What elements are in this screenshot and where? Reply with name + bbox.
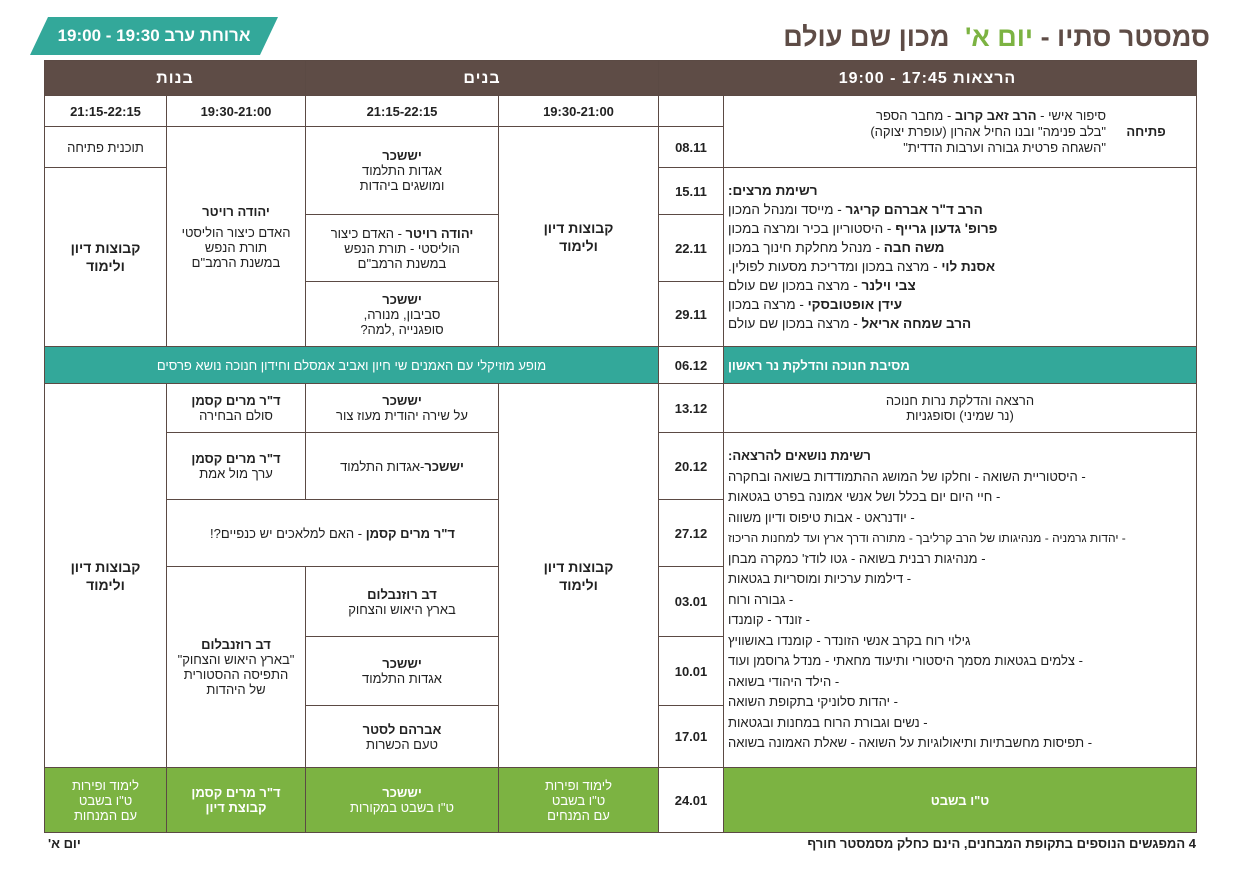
hanukkah-line-1: הרצאה והדלקת נרות חנוכה (885, 393, 1035, 408)
lecturer-name: דב רוזנבלום (367, 586, 437, 602)
date-cell: 10.01 (658, 636, 724, 706)
session-topic: של היהדות (206, 682, 266, 697)
session-topic: במשנת הרמב"ם (191, 254, 281, 270)
topic-item: - תפיסות מחשבתיות ותיאולוגיות על השואה - שאלת האמונה בשואה (728, 735, 1093, 751)
lecture-topics (723, 432, 1197, 768)
date-cell: 03.01 (658, 566, 724, 637)
speaker-name: משה חבה (883, 240, 945, 255)
girls-early-dov (166, 566, 306, 768)
speaker-role: - מרצה במכון (728, 297, 808, 312)
boys-late-issachar-3 (305, 383, 499, 433)
girls-group-study: קבוצות דיון ולימוד (70, 240, 141, 274)
subheader-boys-early: 19:30-21:00 (498, 95, 659, 127)
speaker-name: צבי וילנר (861, 278, 916, 293)
subheader-girls-late: 21:15-22:15 (44, 95, 167, 127)
speaker-role: - מרצה במכון ומדריכת מסעות לפולין. (728, 259, 942, 274)
topic-item: - זונדר - קומנדו (728, 612, 810, 628)
session-topic: הוליסטי - תורת הנפש (344, 240, 460, 256)
lecturer-name: יששכר (382, 148, 422, 163)
topic-item: - יהדות גרמניה - מנהיגותו של הרב קרליבך - מתורה ודרך ארץ ועד למחנות הריכוז (728, 531, 1126, 546)
boys-late-issachar-2 (305, 281, 499, 347)
boys-early-tu (498, 767, 659, 833)
subheader-date-empty (658, 95, 724, 127)
lecturer-name: יששכר (382, 393, 422, 408)
session-topic: סולם הבחירה (199, 408, 273, 423)
topic-item: - מנהיגות רבנית בשואה - גטו לודז' כמקרה מבחן (728, 550, 986, 566)
speaker-role: - מרצה במכון שם עולם (728, 278, 862, 293)
title-part2: מכון שם עולם (783, 22, 950, 52)
date-cell: 08.11 (658, 126, 724, 168)
speaker-role: - מייסד ומנהל המכון (728, 202, 846, 217)
date-cell: 27.12 (658, 499, 724, 567)
session-topic: קבוצת דיון (205, 800, 267, 815)
hanukkah-event-text: מסיבת חנוכה והדלקת נר ראשון (728, 357, 910, 373)
date-cell: 06.12 (658, 346, 724, 384)
speakers-title: רשימת מרצים: (728, 183, 818, 198)
lecturer-name: ד"ר מרים קסמן (191, 451, 281, 466)
lecturer-name: יששכר (382, 656, 422, 671)
date-cell: 15.11 (658, 167, 724, 215)
session-topic: סופגנייה ,למה? (360, 321, 444, 337)
tu-line: עם המנחים (547, 807, 610, 823)
speaker-role: - מרצה במכון שם עולם (728, 316, 862, 331)
opening-line-2: "בלב פנימה" ובנו החיל אהרון (עופרת יצוקה) (870, 123, 1106, 139)
girls-late-opening (44, 126, 167, 168)
yehuda-line (331, 226, 474, 241)
boys-late-dov (305, 566, 499, 637)
lecturer-name: ד"ר מרים קסמן (365, 525, 455, 541)
date-cell: 24.01 (658, 767, 724, 833)
session-topic: ערך מול אמת (199, 466, 273, 481)
date-cell: 17.01 (658, 705, 724, 768)
lecture-speakers (723, 167, 1197, 347)
boys-late-issachar-5 (305, 636, 499, 706)
session-topic: תורת הנפש (204, 239, 268, 255)
girls-early-yehuda (166, 126, 306, 347)
girls-early-miriam-2 (166, 432, 306, 500)
opening-speaker: הרב זאב קרוב (954, 107, 1037, 123)
speaker-name: פרופ' גדעון גרייף (895, 221, 998, 236)
dinner-banner (30, 17, 278, 55)
girls-late-group-2 (44, 383, 167, 768)
speaker-item (728, 200, 983, 219)
girls-early-miriam-1 (166, 383, 306, 433)
opening-line-1: סיפור אישי - (1036, 107, 1106, 123)
hanukkah-line-2: (נר שמיני) וסופגניות (906, 408, 1014, 423)
boys-late-issachar-4 (305, 432, 499, 500)
date-cell: 20.12 (658, 432, 724, 500)
lecturer-name: דב רוזנבלום (201, 637, 271, 652)
lecturer-name: יהודה רויטר (405, 225, 474, 241)
session-topic: ומושגים ביהדות (359, 178, 445, 193)
speaker-name: הרב ד"ר אברהם קריגר (845, 202, 983, 217)
speaker-item (728, 238, 944, 257)
issachar-line (340, 459, 464, 474)
session-topic: האדם כיצור הוליסטי (181, 224, 291, 240)
girls-miriam-span (166, 499, 499, 567)
girls-late-tu (44, 767, 167, 833)
tu-line: ט"ו בשבט (551, 792, 606, 808)
subheader-boys-late: 21:15-22:15 (305, 95, 499, 127)
opening-text (870, 108, 1106, 156)
session-topic: אגדות התלמוד (362, 671, 442, 686)
session-topic: אגדות התלמוד (362, 163, 442, 178)
session-topic: על שירה יהודית מעוז צור (336, 408, 468, 423)
session-topic: "בארץ היאוש והצחוק" (177, 652, 295, 667)
musical-text: מופע מוזיקלי עם האמנים שי חיון ואביב אמסלם וחידון חנוכה נושא פרסים (156, 357, 547, 373)
lecture-hanukkah-event (723, 346, 1197, 384)
topic-item: - דילמות ערכיות ומוסריות בגטאות (728, 571, 912, 587)
speaker-item (728, 257, 995, 276)
boys-musical-show (44, 346, 659, 384)
subheader-girls-early: 19:30-21:00 (166, 95, 306, 127)
boys-early-group-1 (498, 126, 659, 347)
speaker-item (728, 276, 916, 295)
date-cell: 22.11 (658, 214, 724, 282)
lecturer-name: יהודה רויטר (202, 203, 270, 219)
session-topic: -אגדות התלמוד (340, 458, 425, 474)
lecturer-name: יששכר (382, 291, 422, 307)
topic-item: - גבורה ורוח (728, 591, 794, 607)
miriam-span-line (210, 526, 455, 541)
footer-note: 4 המפגשים הנוספים בתקופת המבחנים, הינם כחלק מסמסטר חורף (807, 836, 1196, 851)
speaker-name: אסנת לוי (941, 259, 996, 274)
session-topic: ט"ו בשבט במקורות (350, 800, 454, 815)
topic-item: - נשים וגבורת הרוח במחנות ובגטאות (728, 714, 928, 730)
header-girls: בנות (44, 60, 306, 96)
girls-late-group-1 (44, 167, 167, 347)
title-part1: סמסטר סתיו - (1040, 22, 1210, 52)
page-title (783, 22, 1210, 62)
footer-day: יום א' (48, 836, 81, 851)
girls-early-tu (166, 767, 306, 833)
speaker-name: עידן אופטובסקי (807, 297, 903, 312)
opening-program: תוכנית פתיחה (67, 139, 144, 155)
tu-line: ט"ו בשבט (78, 792, 133, 808)
speaker-item (728, 314, 971, 333)
title-day: יום א' (964, 22, 1034, 52)
lecturer-name: יששכר (382, 785, 422, 800)
session-topic: התפיסה ההסטורית (183, 667, 289, 682)
opening-line-3: "השגחה פרטית גבורה וערבות הדדית" (903, 139, 1106, 155)
lecture-opening (723, 95, 1197, 168)
topic-item: - הילד היהודי בשואה (728, 673, 840, 689)
header-lectures: הרצאות 17:45 - 19:00 (658, 60, 1197, 96)
boys-group-study: קבוצות דיון ולימוד (543, 219, 614, 254)
boys-group-study: קבוצות דיון ולימוד (543, 558, 614, 593)
opening-line-1b: - מחבר הספר (876, 107, 955, 123)
tu-line: עם המנחות (73, 807, 138, 823)
boys-late-yehuda (305, 214, 499, 282)
lecture-tu-bishvat (723, 767, 1197, 833)
topic-item: - חיי היום יום בכלל ושל אנשי אמונה בפרט בגטאות (728, 489, 1001, 505)
banner-text: ארוחת ערב 19:30 - 19:00 (57, 26, 251, 45)
topic-item: - צלמים בגטאות מסמך היסטורי ותיעוד מחאתי - מנדל גרוסמן ועוד (728, 653, 1083, 669)
topic-item: - היסטוריית השואה - וחלקו של המושג ההתמודדות בשואה ובחקרה (728, 468, 1086, 484)
session-topic: - האדם כיצור (330, 225, 406, 241)
boys-late-tu (305, 767, 499, 833)
speaker-item (728, 219, 997, 238)
opening-label: פתיחה (1126, 124, 1166, 139)
header-boys: בנים (305, 60, 659, 96)
topic-item: - יודנראט - אבות טיפוס ודיון משווה (728, 509, 915, 525)
session-topic: סביבון, מנורה, (363, 306, 441, 322)
boys-late-issachar-1 (305, 126, 499, 215)
lecturer-name: אברהם לסטר (362, 721, 442, 737)
date-cell: 29.11 (658, 281, 724, 347)
tu-bishvat-text: ט"ו בשבט (930, 792, 990, 808)
speaker-role: - מנהל מחלקת חינוך במכון (728, 240, 884, 255)
date-cell: 13.12 (658, 383, 724, 433)
topics-title: רשימת נושאים להרצאה: (728, 448, 871, 464)
session-topic: במשנת הרמב"ם (357, 255, 447, 271)
boys-late-avraham (305, 705, 499, 768)
boys-early-group-2 (498, 383, 659, 768)
lecturer-name: ד"ר מרים קסמן (191, 393, 281, 408)
session-topic: - האם למלאכים יש כנפיים?! (210, 525, 366, 541)
speaker-name: הרב שמחה אריאל (861, 316, 972, 331)
session-topic: טעם הכשרות (365, 736, 439, 752)
lecturer-name: ד"ר מרים קסמן (191, 785, 281, 800)
speaker-item (728, 295, 902, 314)
lecturer-name: יששכר (424, 458, 464, 474)
session-topic: בארץ היאוש והצחוק (348, 601, 456, 617)
tu-line: לימוד ופירות (71, 777, 140, 793)
topic-item: גילוי רוח בקרב אנשי הזונדר - קומנדו באושוויץ (728, 632, 971, 648)
speaker-role: - היסטוריון בכיר ומרצה במכון (728, 221, 896, 236)
topic-item: - יהדות סלוניקי בתקופת השואה (728, 694, 898, 710)
lecture-hanukkah (723, 383, 1197, 433)
tu-line: לימוד ופירות (544, 777, 613, 793)
girls-group-study: קבוצות דיון ולימוד (70, 558, 141, 593)
